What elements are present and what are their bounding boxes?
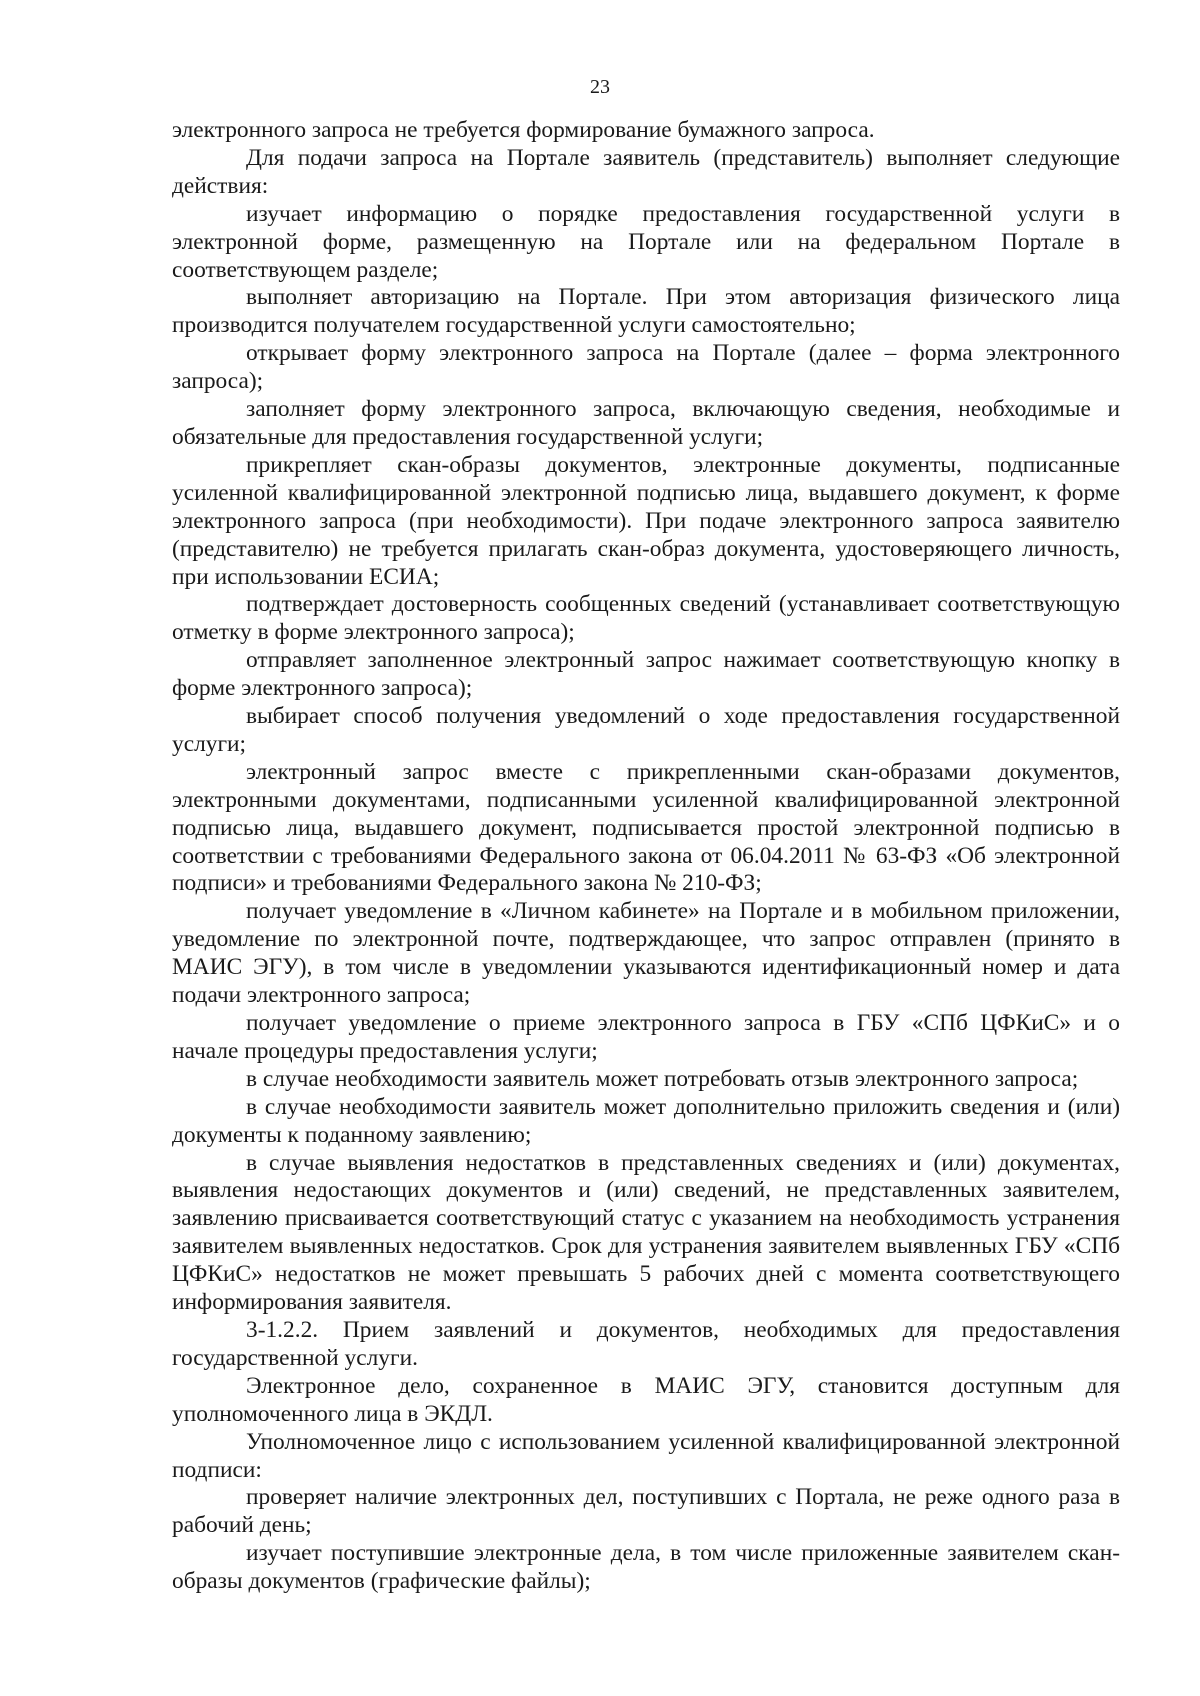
- paragraph-continued: электронного запроса не требуется формирование бумажного запроса.: [172, 117, 875, 143]
- paragraph: Уполномоченное лицо с использованием усиленной квалифицированной электронной подписи:: [172, 1428, 1120, 1483]
- paragraph: прикрепляет скан-образы документов, электронные документы, подписанные усиленной квалифицированной электронной подписью лица, выдавшего документ, к форме электронного запроса (при необходимости). При подаче электронного запроса заявителю (представителю) не требуется прилагать скан-образ документа, удостоверяющего личность, при использовании ЕСИА;: [172, 451, 1120, 590]
- paragraph: выполняет авторизацию на Портале. При этом авторизация физического лица производится получателем государственной услуги самостоятельно;: [172, 284, 1120, 339]
- section-heading-paragraph: 3-1.2.2. Прием заявлений и документов, необходимых для предоставления государственной услуги.: [172, 1316, 1120, 1371]
- paragraph: получает уведомление в «Личном кабинете» на Портале и в мобильном приложении, уведомление по электронной почте, подтверждающее, что запрос отправлен (принято в МАИС ЭГУ), в том числе в уведомлении указываются идентификационный номер и дата подачи электронного запроса;: [172, 898, 1120, 1009]
- paragraph: электронный запрос вместе с прикрепленными скан-образами документов, электронными документами, подписанными усиленной квалифицированной электронной подписью лица, выдавшего документ, подписывается простой электронной подписью в соответствии с требованиями Федерального закона от 06.04.2011 № 63-ФЗ «Об электронной подписи» и требованиями Федерального закона № 210-ФЗ;: [172, 758, 1120, 897]
- paragraph: заполняет форму электронного запроса, включающую сведения, необходимые и обязательные для предоставления государственной услуги;: [172, 396, 1120, 450]
- paragraph: открывает форму электронного запроса на Портале (далее – форма электронного запроса);: [172, 340, 1120, 395]
- paragraph: выбирает способ получения уведомлений о ходе предоставления государственной услуги;: [172, 703, 1120, 757]
- paragraph: изучает информацию о порядке предоставления государственной услуги в электронной форме, размещенную на Портале или на федеральном Портале в соответствующем разделе;: [172, 200, 1120, 283]
- paragraph: подтверждает достоверность сообщенных сведений (устанавливает соответствующую отметку в форме электронного запроса);: [172, 591, 1120, 646]
- paragraph: изучает поступившие электронные дела, в том числе приложенные заявителем скан-образы документов (графические файлы);: [172, 1540, 1120, 1595]
- paragraph: в случае выявления недостатков в представленных сведениях и (или) документах, выявления недостающих документов и (или) сведений, не представленных заявителем, заявлению присваивается соответствующий статус с указанием на необходимость устранения заявителем выявленных недостатков. Срок для устранения заявителем выявленных ГБУ «СПб ЦФКиС» недостатков не может превышать 5 рабочих дней с момента соответствующего информирования заявителя.: [172, 1149, 1120, 1316]
- body-text: [172, 117, 1120, 1596]
- paragraph: отправляет заполненное электронный запрос нажимает соответствующую кнопку в форме электронного запроса);: [172, 647, 1120, 702]
- paragraph: проверяет наличие электронных дел, поступивших с Портала, не реже одного раза в рабочий день;: [172, 1484, 1120, 1539]
- paragraph: в случае необходимости заявитель может потребовать отзыв электронного запроса;: [246, 1065, 1079, 1092]
- page-number: 23: [590, 76, 610, 98]
- paragraph: получает уведомление о приеме электронного запроса в ГБУ «СПб ЦФКиС» и о начале процедуры предоставления услуги;: [172, 1010, 1120, 1064]
- paragraph: Для подачи запроса на Портале заявитель (представитель) выполняет следующие действия:: [172, 144, 1120, 199]
- paragraph: Электронное дело, сохраненное в МАИС ЭГУ, становится доступным для уполномоченного лица в ЭКДЛ.: [172, 1372, 1120, 1427]
- paragraph: в случае необходимости заявитель может дополнительно приложить сведения и (или) документы к поданному заявлению;: [172, 1093, 1120, 1148]
